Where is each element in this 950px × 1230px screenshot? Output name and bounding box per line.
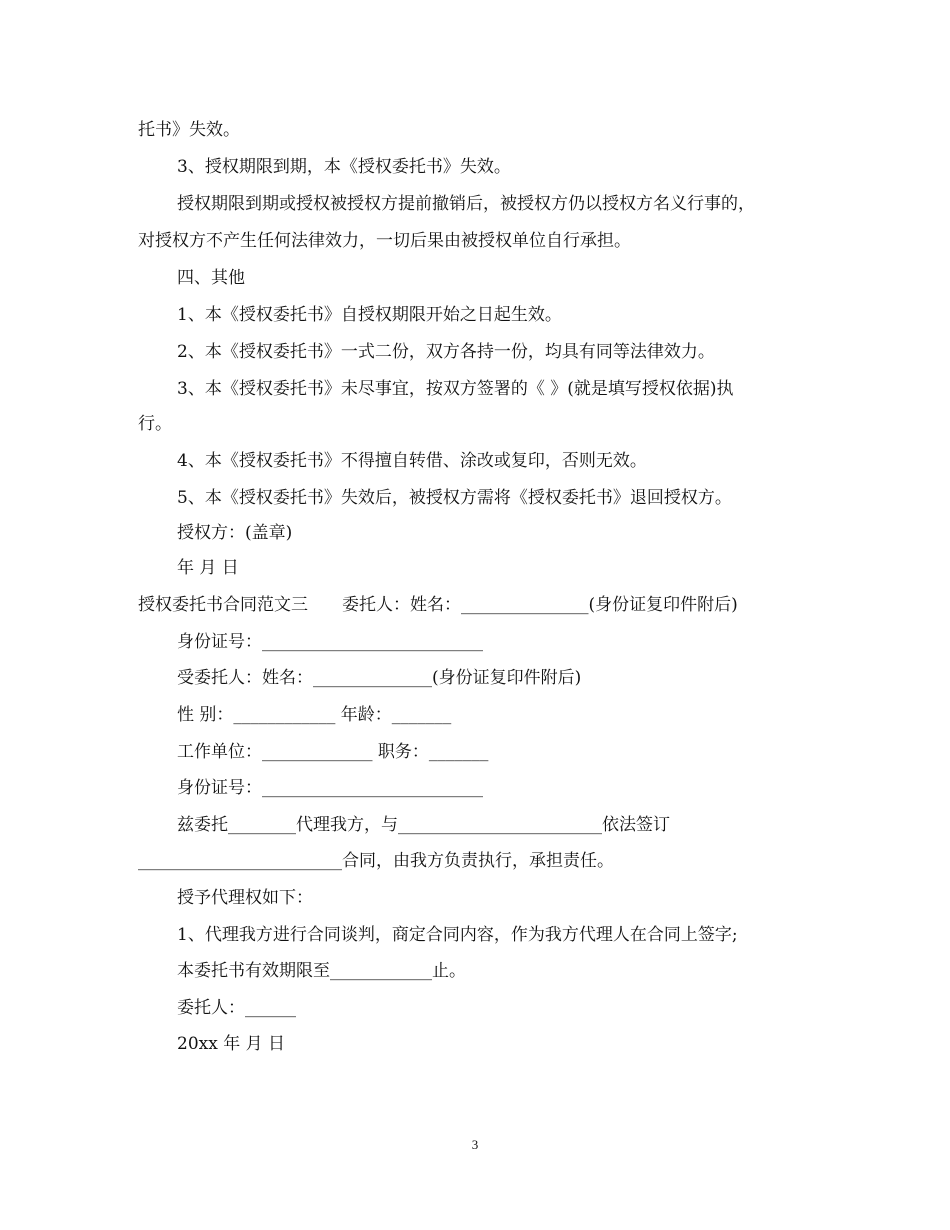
form-field-line: 身份证号：__________________________ — [177, 632, 483, 652]
paragraph-line: 1、本《授权委托书》自授权期限开始之日起生效。 — [177, 305, 562, 325]
date-line: 年 月 日 — [177, 558, 239, 578]
section-heading: 授权委托书合同范文三 委托人：姓名：_______________(身份证复印件附后) — [138, 595, 738, 615]
signature-line: 委托人：______ — [177, 998, 296, 1018]
paragraph-line: 本委托书有效期限至____________止。 — [177, 961, 466, 981]
paragraph-line: 授予代理权如下： — [177, 888, 313, 908]
page-number: 3 — [471, 1137, 479, 1152]
signature-line: 授权方：(盖章) — [177, 523, 293, 543]
form-field-line: 性 别：____________ 年龄：_______ — [177, 705, 452, 725]
paragraph-line: 1、代理我方进行合同谈判，商定合同内容，作为我方代理人在合同上签字; — [177, 925, 738, 945]
paragraph-line: 3、授权期限到期，本《授权委托书》失效。 — [177, 157, 511, 177]
section-heading: 四、其他 — [177, 268, 245, 288]
paragraph-line: 3、本《授权委托书》未尽事宜，按双方签署的《 》(就是填写授权依据)执 — [177, 379, 734, 399]
date-line: 20xx 年 月 日 — [177, 1034, 286, 1054]
form-field-line: 工作单位：_____________ 职务：_______ — [177, 742, 489, 762]
paragraph-line: 2、本《授权委托书》一式二份，双方各持一份，均具有同等法律效力。 — [177, 342, 715, 362]
paragraph-line: 4、本《授权委托书》不得擅自转借、涂改或复印，否则无效。 — [177, 451, 647, 471]
form-field-line: 受委托人：姓名：______________(身份证复印件附后) — [177, 668, 582, 688]
paragraph-line: 兹委托________代理我方，与________________________依法签订 — [177, 815, 670, 835]
paragraph-line: 托书》失效。 — [138, 120, 240, 140]
paragraph-line: ________________________合同，由我方负责执行，承担责任。 — [138, 851, 614, 871]
paragraph-line: 5、本《授权委托书》失效后，被授权方需将《授权委托书》退回授权方。 — [177, 488, 732, 508]
paragraph-line: 对授权方不产生任何法律效力，一切后果由被授权单位自行承担。 — [138, 231, 631, 251]
form-field-line: 身份证号：__________________________ — [177, 778, 483, 798]
paragraph-line: 授权期限到期或授权被授权方提前撤销后，被授权方仍以授权方名义行事的， — [177, 194, 755, 214]
paragraph-line: 行。 — [138, 414, 172, 434]
